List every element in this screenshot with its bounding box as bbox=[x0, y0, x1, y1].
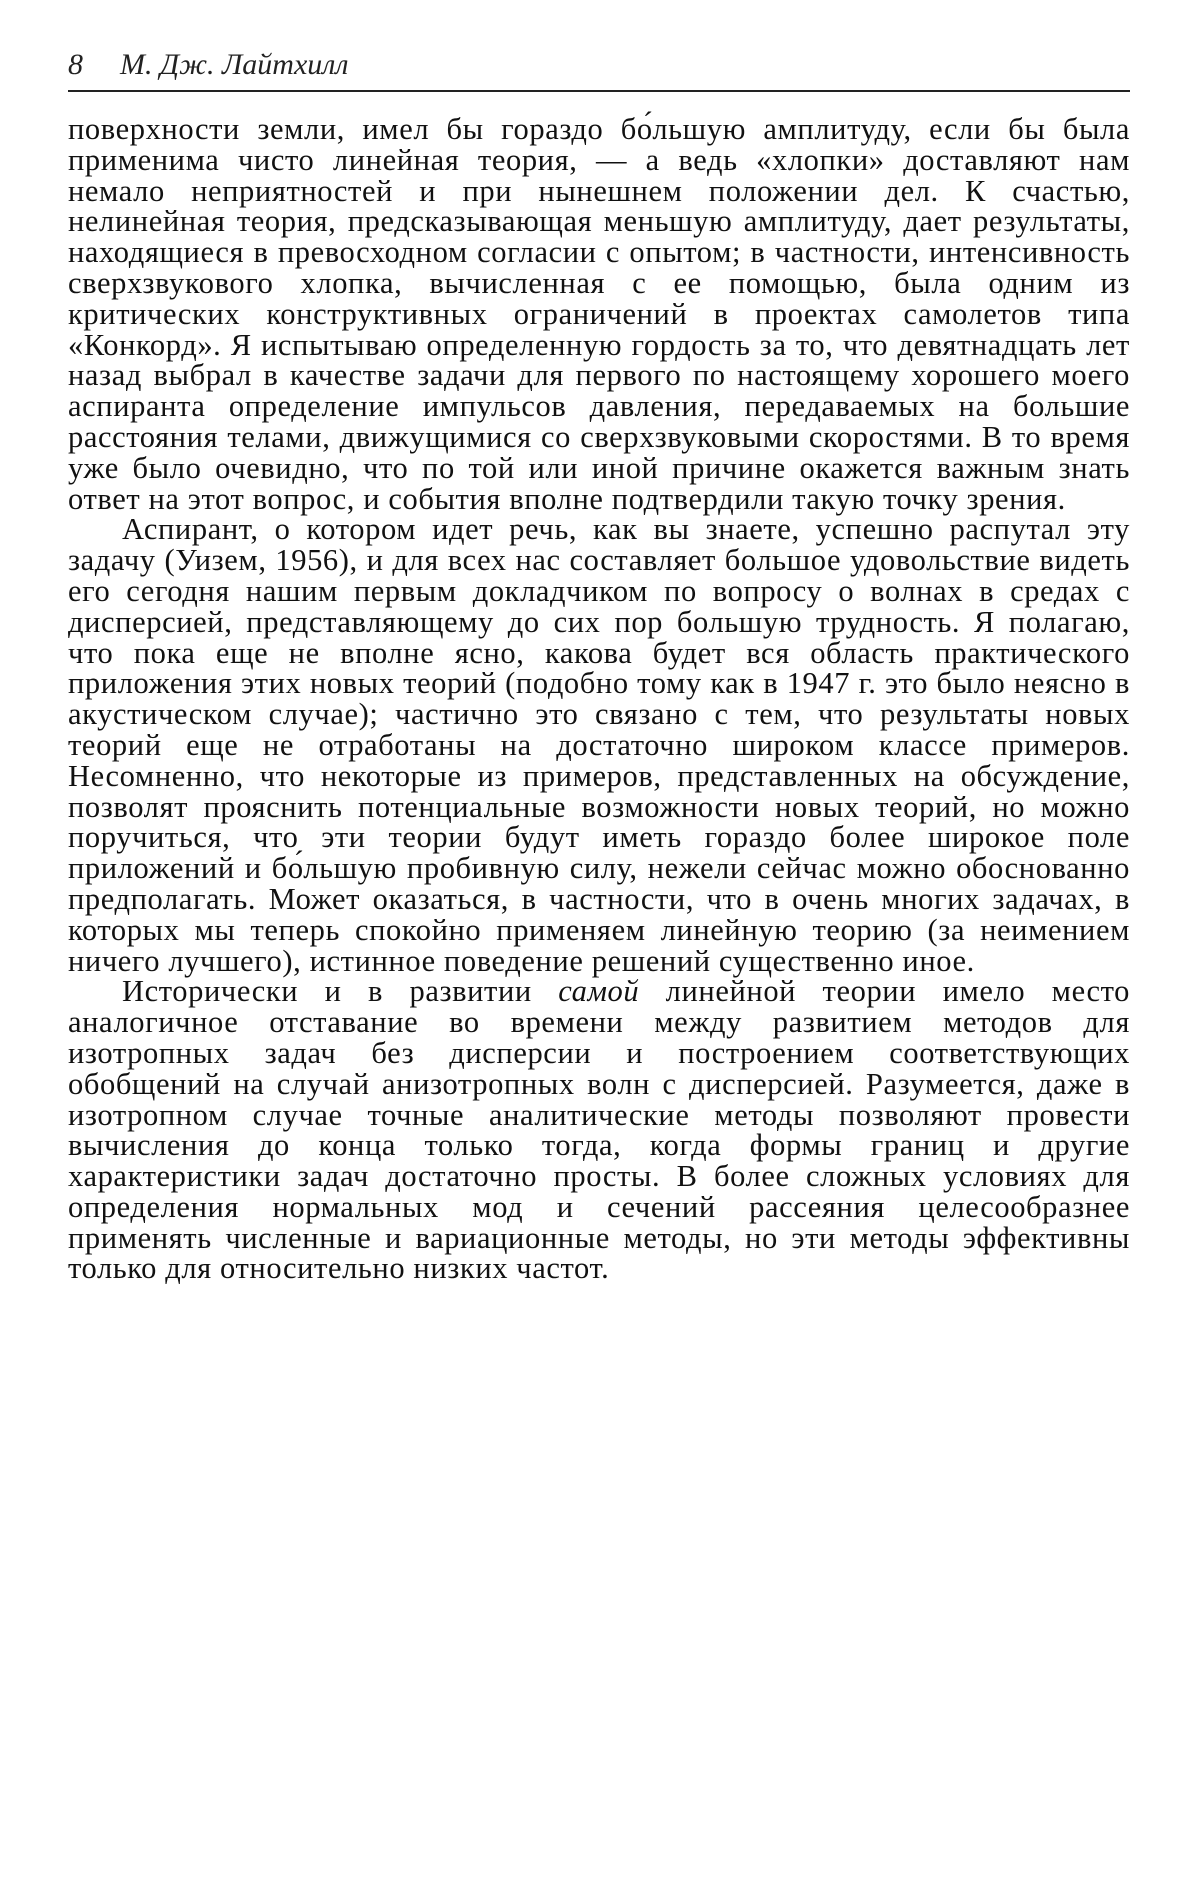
paragraph-text-after: линейной теории имело место аналогичное отставание во времени между развитием методов для изотропных задач без дисперсии и построением соответствующих обобщений на случай анизотропных волн с дисперсией. Разумеется, даже в изотропном случае точные аналитические методы позволяют провести вычисления до конца только тогда, когда формы границ и другие характеристики задач достаточно просты. В более сложных условиях для определения нормальных мод и сечений рассеяния целесообразнее применять численные и вариационные методы, но эти методы эффективны только для относительно низких частот. bbox=[68, 974, 1130, 1286]
book-page bbox=[68, 48, 1130, 1284]
emphasis-word: самой bbox=[558, 974, 640, 1009]
page-number: 8 bbox=[68, 48, 83, 81]
running-header bbox=[68, 48, 1130, 86]
paragraph-text-before: Исторически и в развитии bbox=[122, 974, 559, 1009]
paragraph-continued: поверхности земли, имел бы гораздо бо́льшую амплитуду, если бы была применима чисто линейная теория, — а ведь «хлопки» доставляют нам немало неприятностей и при нынешнем положении дел. К счастью, нелинейная теория, предсказывающая меньшую амплитуду, дает результаты, находящиеся в превосходном согласии с опытом; в частности, интенсивность сверхзвукового хлопка, вычисленная с ее помощью, была одним из критических конструктивных ограничений в проектах самолетов типа «Конкорд». Я испытываю определенную гордость за то, что девятнадцать лет назад выбрал в качестве задачи для первого по настоящему хорошего моего аспиранта определение импульсов давления, передаваемых на большие расстояния телами, движущимися со сверхзвуковыми скоростями. В то время уже было очевидно, что по той или иной причине окажется важным знать ответ на этот вопрос, и события вполне подтвердили такую точку зрения. bbox=[68, 112, 1130, 516]
body-text bbox=[68, 114, 1130, 1284]
header-rule bbox=[68, 90, 1130, 92]
paragraph-aspirant: Аспирант, о котором идет речь, как вы знаете, успешно распутал эту задачу (Уизем, 1956), и для всех нас составляет большое удовольствие видеть его сегодня нашим первым докладчиком по вопросу о волнах в средах с дисперсией, представляющему до сих пор большую трудность. Я полагаю, что пока еще не вполне ясно, какова будет вся область практического приложения этих новых теорий (подобно тому как в 1947 г. это было неясно в акустическом случае); частично это связано с тем, что результаты новых теорий еще не отработаны на достаточно широком классе примеров. Несомненно, что некоторые из примеров, представленных на обсуждение, позволят прояснить потенциальные возможности новых теорий, но можно поручиться, что эти теории будут иметь гораздо более широкое поле приложений и бо́льшую пробивную силу, нежели сейчас можно обоснованно предполагать. Может оказаться, в частности, что в очень многих задачах, в которых мы теперь спокойно применяем линейную теорию (за неимением ничего лучшего), истинное поведение решений существенно иное. bbox=[68, 512, 1130, 978]
paragraph-historically bbox=[68, 976, 1130, 1284]
running-title: М. Дж. Лайтхилл bbox=[120, 48, 349, 81]
